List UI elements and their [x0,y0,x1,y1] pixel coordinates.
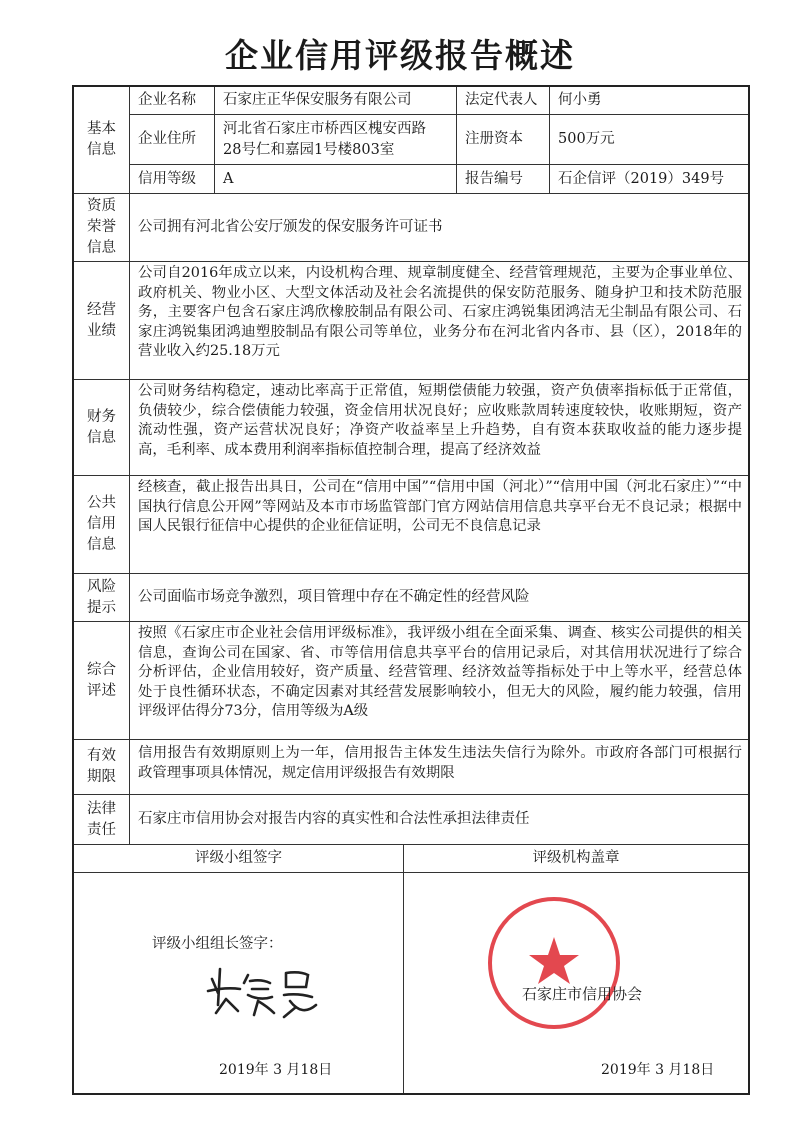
basic-info-label: 基本 信息 [74,87,130,194]
company-name-value: 石家庄正华保安服务有限公司 [215,87,457,115]
right-sign-date: 2019年 3 月18日 [601,1062,715,1078]
summary-text: 按照《石家庄市企业社会信用评级标准》，我评级小组在全面采集、调查、核实公司提供的相关信息，查询公司在国家、省、市等信用信息共享平台的信用记录后，对其信用状况进行了综合分析评估，企业信用较好，资产质量、经营管理、经济效益等指标处于中上等水平，经营总体处于良性循环状态，不确定因素对其经营发展影响较小，但无大的风险，履约能力较强，信用评级评估得分73分，信用等级为A级 [130,622,748,740]
qualification-text: 公司拥有河北省公安厅颁发的保安服务许可证书 [130,194,748,262]
handwritten-signature [204,961,344,1021]
seal-org-name: 石家庄市信用协会 [522,985,643,1003]
official-seal-icon [484,893,624,1033]
business-text: 公司自2016年成立以来，内设机构合理、规章制度健全、经营管理规范，主要为企事业单位、政府机关、物业小区、大型文体活动及社会名流提供的保安防范服务、随身护卫和技术防范服务，主要客户包含石家庄鸿欣橡胶制品有限公司、石家庄鸿锐集团鸿洁无尘制品有限公司、石家庄鸿锐集团鸿迪塑胶制品有限公司等单位，业务分布在河北省内各市、县（区），2018年的营业收入约25.18万元 [130,262,748,380]
legal-rep-label: 法定代表人 [457,87,550,115]
business-label: 经营 业绩 [74,262,130,380]
seal-area [404,873,748,1093]
report-no-label: 报告编号 [457,165,550,194]
legal-text: 石家庄市信用协会对报告内容的真实性和合法性承担法律责任 [130,795,748,845]
capital-value: 500万元 [550,115,748,165]
public-credit-text: 经核查，截止报告出具日，公司在“信用中国”“信用中国（河北）”“信用中国（河北石家庄）”“中国执行信息公开网”等网站及本市市场监管部门官方网站信用信息共享平台无不良记录；根据中国人民银行征信中心提供的企业征信证明，公司无不良信息记录 [130,476,748,574]
finance-text: 公司财务结构稳定，速动比率高于正常值，短期偿债能力较强，资产负债率指标低于正常值，负债较少，综合偿债能力较强，资金信用状况良好；应收账款周转速度较快，收账期短，资产流动性强，资产运营状况良好；净资产收益率呈上升趋势，自有资本获取收益的能力逐步提高，毛利率、成本费用利润率指标值控制合理，提高了经济效益 [130,380,748,476]
rating-team-sign-header: 评级小组签字 [74,845,404,873]
legal-rep-value: 何小勇 [550,87,748,115]
public-credit-label: 公共 信用 信息 [74,476,130,574]
report-no-value: 石企信评（2019）349号 [550,165,748,194]
page-title: 企业信用评级报告概述 [225,36,575,75]
team-leader-sign-label: 评级小组组长签字： [152,936,283,952]
validity-label: 有效 期限 [74,740,130,795]
validity-text: 信用报告有效期原则上为一年，信用报告主体发生违法失信行为除外。市政府各部门可根据行政管理事项具体情况，规定信用评级报告有效期限 [130,740,748,795]
credit-grade-value: A [215,165,457,194]
address-value: 河北省石家庄市桥西区槐安西路 28号仁和嘉园1号楼803室 [215,115,457,165]
legal-label: 法律 责任 [74,795,130,845]
address-label: 企业住所 [130,115,215,165]
finance-label: 财务 信息 [74,380,130,476]
summary-label: 综合 评述 [74,622,130,740]
qualification-label: 资质 荣誉 信息 [74,194,130,262]
risk-text: 公司面临市场竞争激烈，项目管理中存在不确定性的经营风险 [130,574,748,622]
company-name-label: 企业名称 [130,87,215,115]
risk-label: 风险 提示 [74,574,130,622]
report-form [72,85,750,1095]
rating-agency-seal-header: 评级机构盖章 [404,845,748,873]
capital-label: 注册资本 [457,115,550,165]
left-sign-date: 2019年 3 月18日 [219,1062,333,1078]
signature-area [74,873,404,1093]
credit-grade-label: 信用等级 [130,165,215,194]
